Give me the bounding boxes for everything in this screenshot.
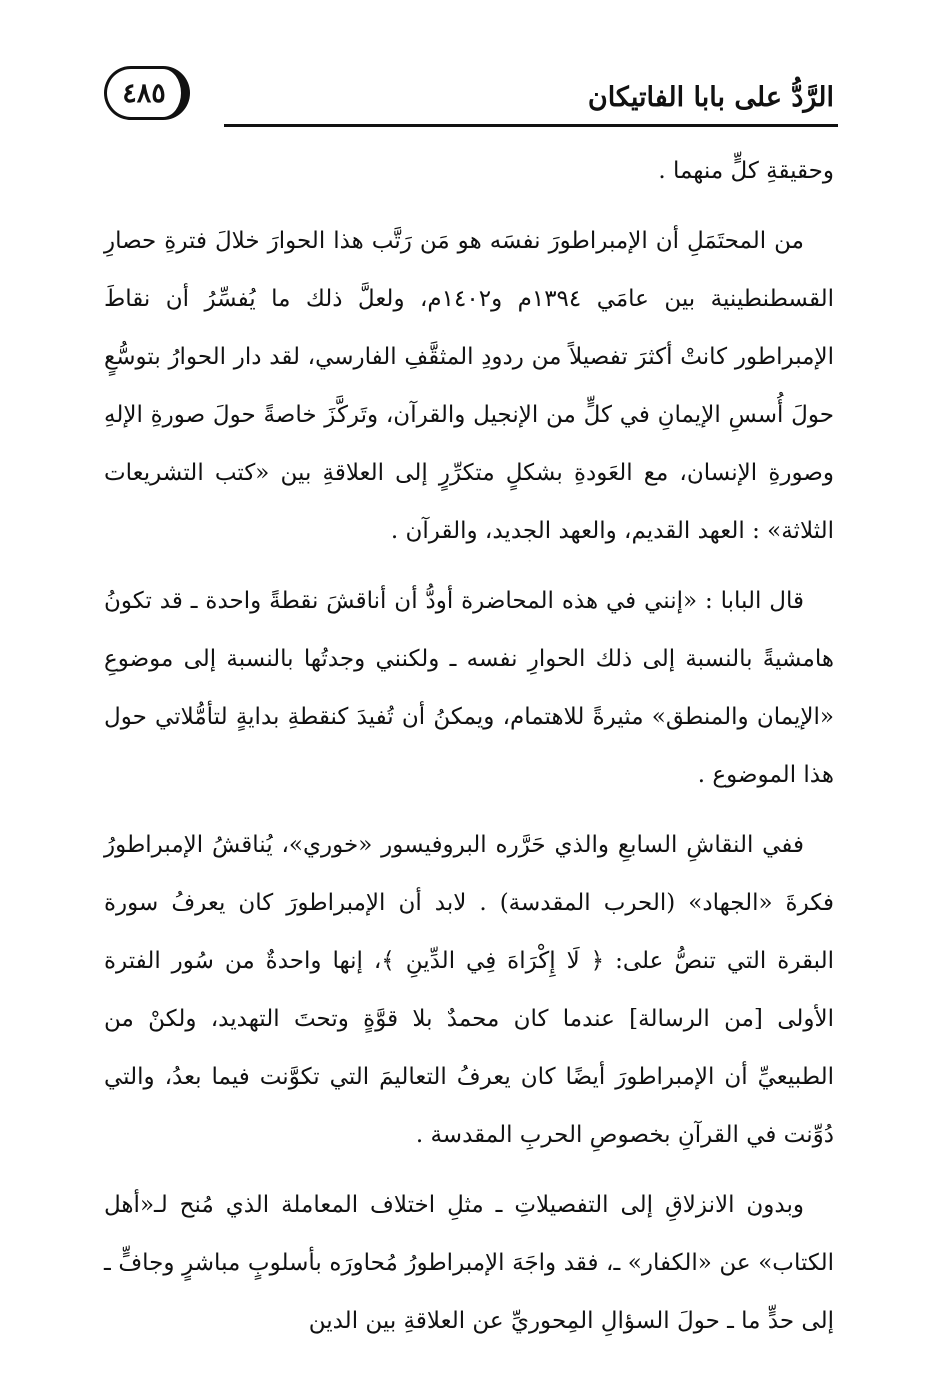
header-rule [224, 124, 838, 127]
paragraph-1: وحقيقةِ كلٍّ منهما . [658, 158, 834, 184]
paragraph-3: قال البابا : «إنني في هذه المحاضرة أودُّ أن أناقشَ نقطةً واحدة ـ قد تكونُ هامشيةً بالنسبة إلى ذلك الحوارِ نفسه ـ ولكنني وجدتُها بالنسبة إلى موضوعِ «الإيمان والمنطق» مثيرةً للاهتمام، ويمكنُ أن تُفيدَ كنقطةِ بدايةٍ لتأمُّلاتي حول هذا الموضوع . [104, 588, 834, 788]
body-text [104, 142, 834, 1362]
paragraph-5: وبدون الانزلاقِ إلى التفصيلاتِ ـ مثلِ اختلاف المعاملة الذي مُنح لـ«أهل الكتاب» عن «الكفار» ـ، فقد واجَهَ الإمبراطورُ مُحاورَه بأسلوبٍ مباشرٍ وجافٍّ ـ إلى حدٍّ ما ـ حولَ السؤالِ المِحوريِّ عن العلاقةِ بين الدين [104, 1192, 834, 1334]
page-number-badge: ٤٨٥ [104, 66, 190, 120]
paragraph-4: ففي النقاشِ السابعِ والذي حَرَّره البروفيسور «خوري»، يُناقشُ الإمبراطورُ فكرةَ «الجهاد» (الحرب المقدسة) . لابد أن الإمبراطورَ كان يعرفُ سورة البقرة التي تنصُّ على: ﴿ لَا إِكْرَاهَ فِي الدِّينِ ﴾، إنها واحدةٌ من سُور الفترة الأولى [من الرسالة] عندما كان محمدٌ بلا قوَّةٍ وتحتَ التهديد، ولكنْ من الطبيعيِّ أن الإمبراطورَ أيضًا كان يعرفُ التعاليمَ التي تكوَّنت فيما بعدُ، والتي دُوِّنت في القرآنِ بخصوصِ الحربِ المقدسة . [104, 832, 834, 1148]
paragraph-2: من المحتَمَلِ أن الإمبراطورَ نفسَه هو مَن رَتَّب هذا الحوارَ خلالَ فترةِ حصارِ القسطنطينية بين عامَي ١٣٩٤م و١٤٠٢م، ولعلَّ ذلك ما يُفسِّرُ أن نقاطَ الإمبراطور كانتْ أكثرَ تفصيلاً من ردودِ المثقَّفِ الفارسي، لقد دار الحوارُ بتوسُّعٍ حولَ أُسسِ الإيمانِ في كلٍّ من الإنجيل والقرآن، وتَركَّزَ خاصةً حولَ صورةِ الإلهِ وصورةِ الإنسان، مع العَودةِ بشكلٍ متكرِّرٍ إلى العلاقةِ بين «كتب التشريعات الثلاثة» : العهد القديم، والعهد الجديد، والقرآن . [104, 228, 834, 544]
page-header [104, 62, 834, 132]
running-title: الرَّدُّ على بابا الفاتيكان [587, 82, 834, 113]
